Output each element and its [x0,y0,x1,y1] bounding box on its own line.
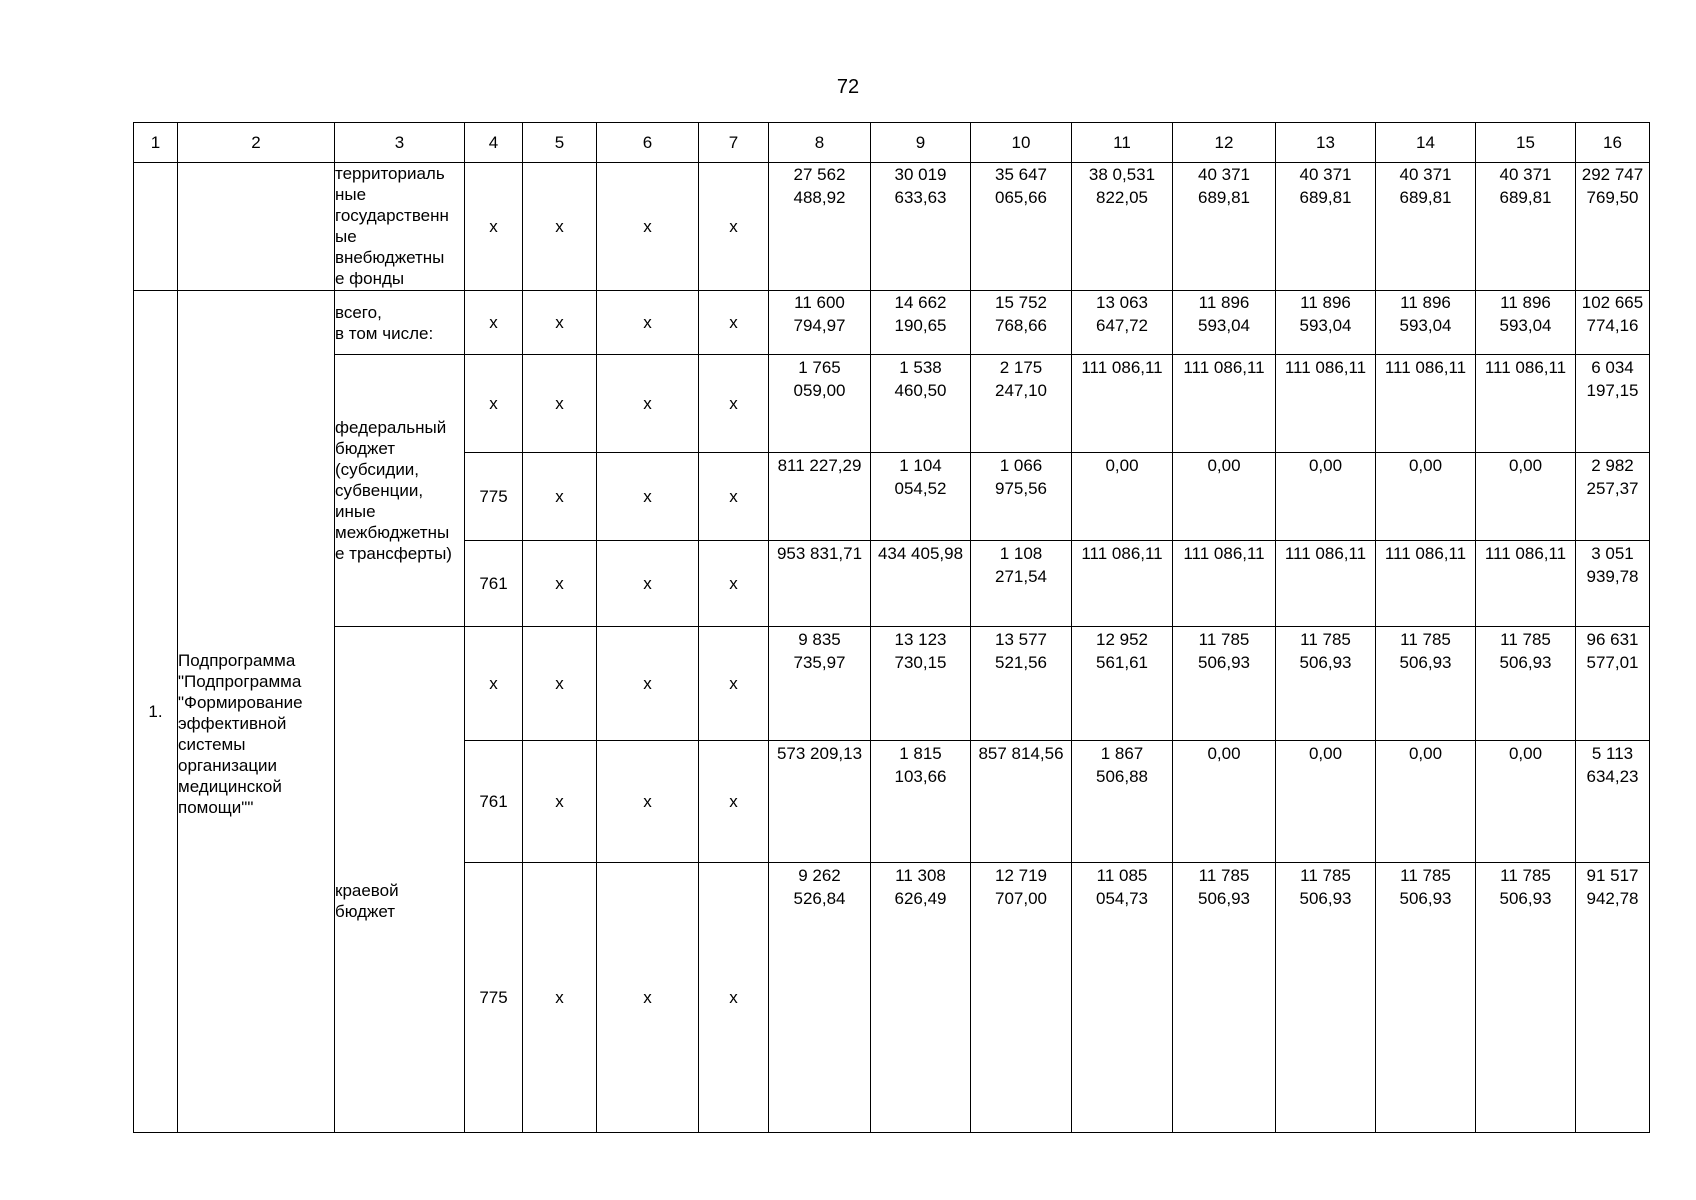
value-cell: 11 896 593,04 [1376,291,1476,355]
code-cell: 775 [465,453,523,541]
table-row-federal-total [134,355,1650,453]
header-cell: 10 [971,123,1072,163]
code-cell: x [465,291,523,355]
code-cell: x [523,453,597,541]
funding-source-regional [335,627,465,1133]
funding-source-total: всего, в том числе: [335,291,465,355]
code-cell: x [699,627,769,741]
value-cell: 11 785 506,93 [1276,627,1376,741]
value-cell: 111 086,11 [1476,541,1576,627]
code-cell: x [699,863,769,1133]
value-cell: 14 662 190,65 [871,291,971,355]
value-cell: 11 600 794,97 [769,291,871,355]
value-cell: 30 019 633,63 [871,163,971,291]
value-cell: 11 785 506,93 [1376,627,1476,741]
value-cell: 0,00 [1276,453,1376,541]
value-cell: 11 896 593,04 [1276,291,1376,355]
code-cell: x [523,355,597,453]
value-cell: 1 108 271,54 [971,541,1072,627]
code-cell: x [523,741,597,863]
header-cell: 3 [335,123,465,163]
table-row-total [134,291,1650,355]
code-cell: x [597,541,699,627]
value-cell: 11 785 506,93 [1276,863,1376,1133]
code-cell: x [523,291,597,355]
header-cell: 16 [1576,123,1650,163]
value-cell: 2 982 257,37 [1576,453,1650,541]
value-cell: 111 086,11 [1476,355,1576,453]
header-cell: 9 [871,123,971,163]
value-cell: 1 066 975,56 [971,453,1072,541]
value-cell: 11 785 506,93 [1376,863,1476,1133]
funding-source-federal: федеральный бюджет (субсидии, субвенции, иные межбюджетны е трансферты) [335,355,465,627]
code-cell: x [597,863,699,1133]
value-cell: 11 085 054,73 [1072,863,1173,1133]
value-cell: 0,00 [1476,453,1576,541]
value-cell: 15 752 768,66 [971,291,1072,355]
header-cell: 5 [523,123,597,163]
value-cell: 40 371 689,81 [1476,163,1576,291]
header-cell: 13 [1276,123,1376,163]
code-cell: 775 [465,863,523,1133]
value-cell: 0,00 [1376,453,1476,541]
value-cell: 11 785 506,93 [1476,627,1576,741]
funding-source-territorial: территориаль ные государственн ые внебюджетны е фонды [335,163,465,291]
value-cell: 11 896 593,04 [1173,291,1276,355]
value-cell: 13 577 521,56 [971,627,1072,741]
value-cell: 1 867 506,88 [1072,741,1173,863]
code-cell: x [465,627,523,741]
code-cell: x [699,291,769,355]
header-cell: 15 [1476,123,1576,163]
value-cell: 857 814,56 [971,741,1072,863]
header-cell: 8 [769,123,871,163]
code-cell: x [597,291,699,355]
page-number: 72 [836,76,860,98]
value-cell: 12 952 561,61 [1072,627,1173,741]
code-cell: x [597,627,699,741]
value-cell: 11 785 506,93 [1173,627,1276,741]
value-cell: 0,00 [1173,453,1276,541]
code-cell: x [597,163,699,291]
value-cell: 111 086,11 [1173,355,1276,453]
row-number: 1. [134,291,178,1133]
code-cell: x [523,627,597,741]
value-cell: 40 371 689,81 [1376,163,1476,291]
value-cell: 102 665 774,16 [1576,291,1650,355]
value-cell: 111 086,11 [1173,541,1276,627]
value-cell: 434 405,98 [871,541,971,627]
value-cell: 91 517 942,78 [1576,863,1650,1133]
value-cell: 27 562 488,92 [769,163,871,291]
code-cell: x [699,741,769,863]
empty-cell [134,163,178,291]
value-cell: 111 086,11 [1072,355,1173,453]
value-cell: 0,00 [1276,741,1376,863]
value-cell: 12 719 707,00 [971,863,1072,1133]
code-cell: x [699,355,769,453]
code-cell: x [465,355,523,453]
value-cell: 35 647 065,66 [971,163,1072,291]
value-cell: 0,00 [1173,741,1276,863]
header-cell: 12 [1173,123,1276,163]
value-cell: 1 765 059,00 [769,355,871,453]
code-cell: x [523,541,597,627]
code-cell: x [699,453,769,541]
code-cell: x [597,741,699,863]
code-cell: x [465,163,523,291]
value-cell: 292 747 769,50 [1576,163,1650,291]
header-cell: 2 [178,123,335,163]
value-cell: 40 371 689,81 [1173,163,1276,291]
header-cell: 11 [1072,123,1173,163]
value-cell: 11 308 626,49 [871,863,971,1133]
value-cell: 111 086,11 [1276,541,1376,627]
subprogram-title [178,291,335,1133]
value-cell: 5 113 634,23 [1576,741,1650,863]
value-cell: 1 815 103,66 [871,741,971,863]
funding-source-regional-text: краевой бюджет [335,881,399,921]
code-cell: x [699,541,769,627]
value-cell: 953 831,71 [769,541,871,627]
code-cell: 761 [465,541,523,627]
code-cell: x [597,453,699,541]
value-cell: 96 631 577,01 [1576,627,1650,741]
value-cell: 38 0,531 822,05 [1072,163,1173,291]
value-cell: 9 835 735,97 [769,627,871,741]
value-cell: 0,00 [1376,741,1476,863]
value-cell: 811 227,29 [769,453,871,541]
header-row [134,123,1650,163]
value-cell: 111 086,11 [1276,355,1376,453]
header-cell: 4 [465,123,523,163]
code-cell: x [597,355,699,453]
code-cell: x [523,163,597,291]
value-cell: 11 896 593,04 [1476,291,1576,355]
table-row-regional-total [134,627,1650,741]
value-cell: 13 123 730,15 [871,627,971,741]
value-cell: 111 086,11 [1072,541,1173,627]
value-cell: 111 086,11 [1376,355,1476,453]
value-cell: 11 785 506,93 [1476,863,1576,1133]
empty-cell [178,163,335,291]
table-row-territorial-funds [134,163,1650,291]
code-cell: 761 [465,741,523,863]
value-cell: 6 034 197,15 [1576,355,1650,453]
value-cell: 1 538 460,50 [871,355,971,453]
value-cell: 2 175 247,10 [971,355,1072,453]
value-cell: 9 262 526,84 [769,863,871,1133]
value-cell: 3 051 939,78 [1576,541,1650,627]
value-cell: 13 063 647,72 [1072,291,1173,355]
value-cell: 111 086,11 [1376,541,1476,627]
value-cell: 573 209,13 [769,741,871,863]
header-cell: 6 [597,123,699,163]
header-cell: 7 [699,123,769,163]
value-cell: 0,00 [1072,453,1173,541]
value-cell: 0,00 [1476,741,1576,863]
code-cell: x [523,863,597,1133]
budget-table [133,122,1650,1133]
subprogram-title-text: Подпрограмма "Подпрограмма "Формирование эффективной системы организации медицинской помощи"" [178,651,303,817]
value-cell: 40 371 689,81 [1276,163,1376,291]
value-cell: 1 104 054,52 [871,453,971,541]
code-cell: x [699,163,769,291]
header-cell: 1 [134,123,178,163]
value-cell: 11 785 506,93 [1173,863,1276,1133]
header-cell: 14 [1376,123,1476,163]
